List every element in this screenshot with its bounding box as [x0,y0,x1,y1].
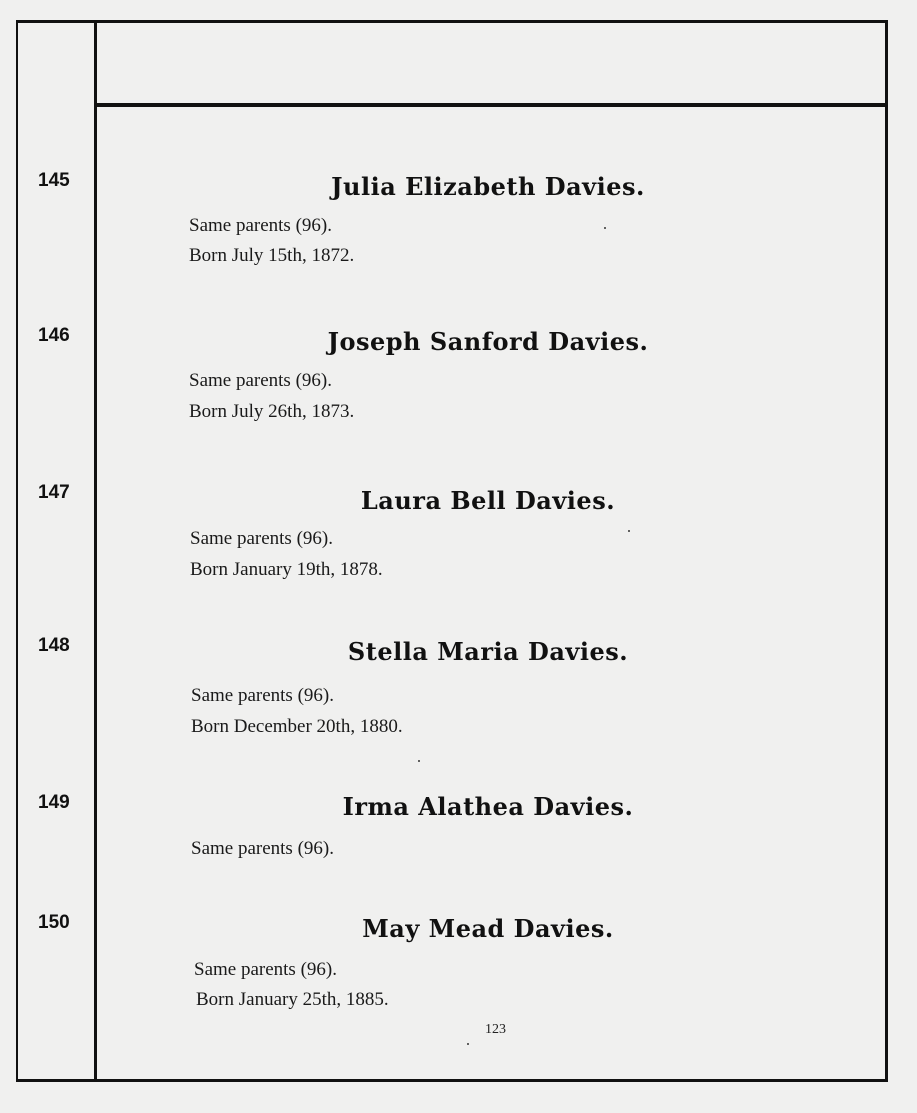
entry-number: 146 [38,325,70,346]
entry-birth-line: Born July 15th, 1872. [189,245,355,266]
entry-name: Julia Elizabeth Davies. [331,172,645,201]
entry-name: May Mead Davies. [362,914,614,943]
entry-parents-line: Same parents (96). [191,838,334,859]
entry-parents-line: Same parents (96). [189,370,332,391]
entry-number: 145 [38,170,70,191]
entry-parents-line: Same parents (96). [189,215,332,236]
entry-name: Laura Bell Davies. [360,486,616,515]
entry-number: 150 [38,912,70,933]
header-rule [96,103,887,107]
entry-birth-line: Born July 26th, 1873. [189,401,355,422]
entry-number: 149 [38,792,70,813]
scan-speck [467,1043,469,1045]
entry-parents-line: Same parents (96). [190,528,333,549]
entry-birth-line: Born January 19th, 1878. [190,559,383,580]
entry-parents-line: Same parents (96). [194,959,337,980]
entry-number: 148 [38,635,70,656]
page-number: 123 [485,1022,506,1037]
entry-birth-line: Born December 20th, 1880. [191,716,403,737]
entry-birth-line: Born January 25th, 1885. [196,989,389,1010]
entry-name: Stella Maria Davies. [347,637,629,666]
entry-name: Irma Alathea Davies. [342,792,634,821]
scan-speck [604,227,606,229]
margin-rule [94,22,97,1080]
entry-number: 147 [38,482,70,503]
entry-name: Joseph Sanford Davies. [327,327,649,356]
scan-speck [418,760,420,762]
entry-parents-line: Same parents (96). [191,685,334,706]
scan-speck [628,530,630,532]
